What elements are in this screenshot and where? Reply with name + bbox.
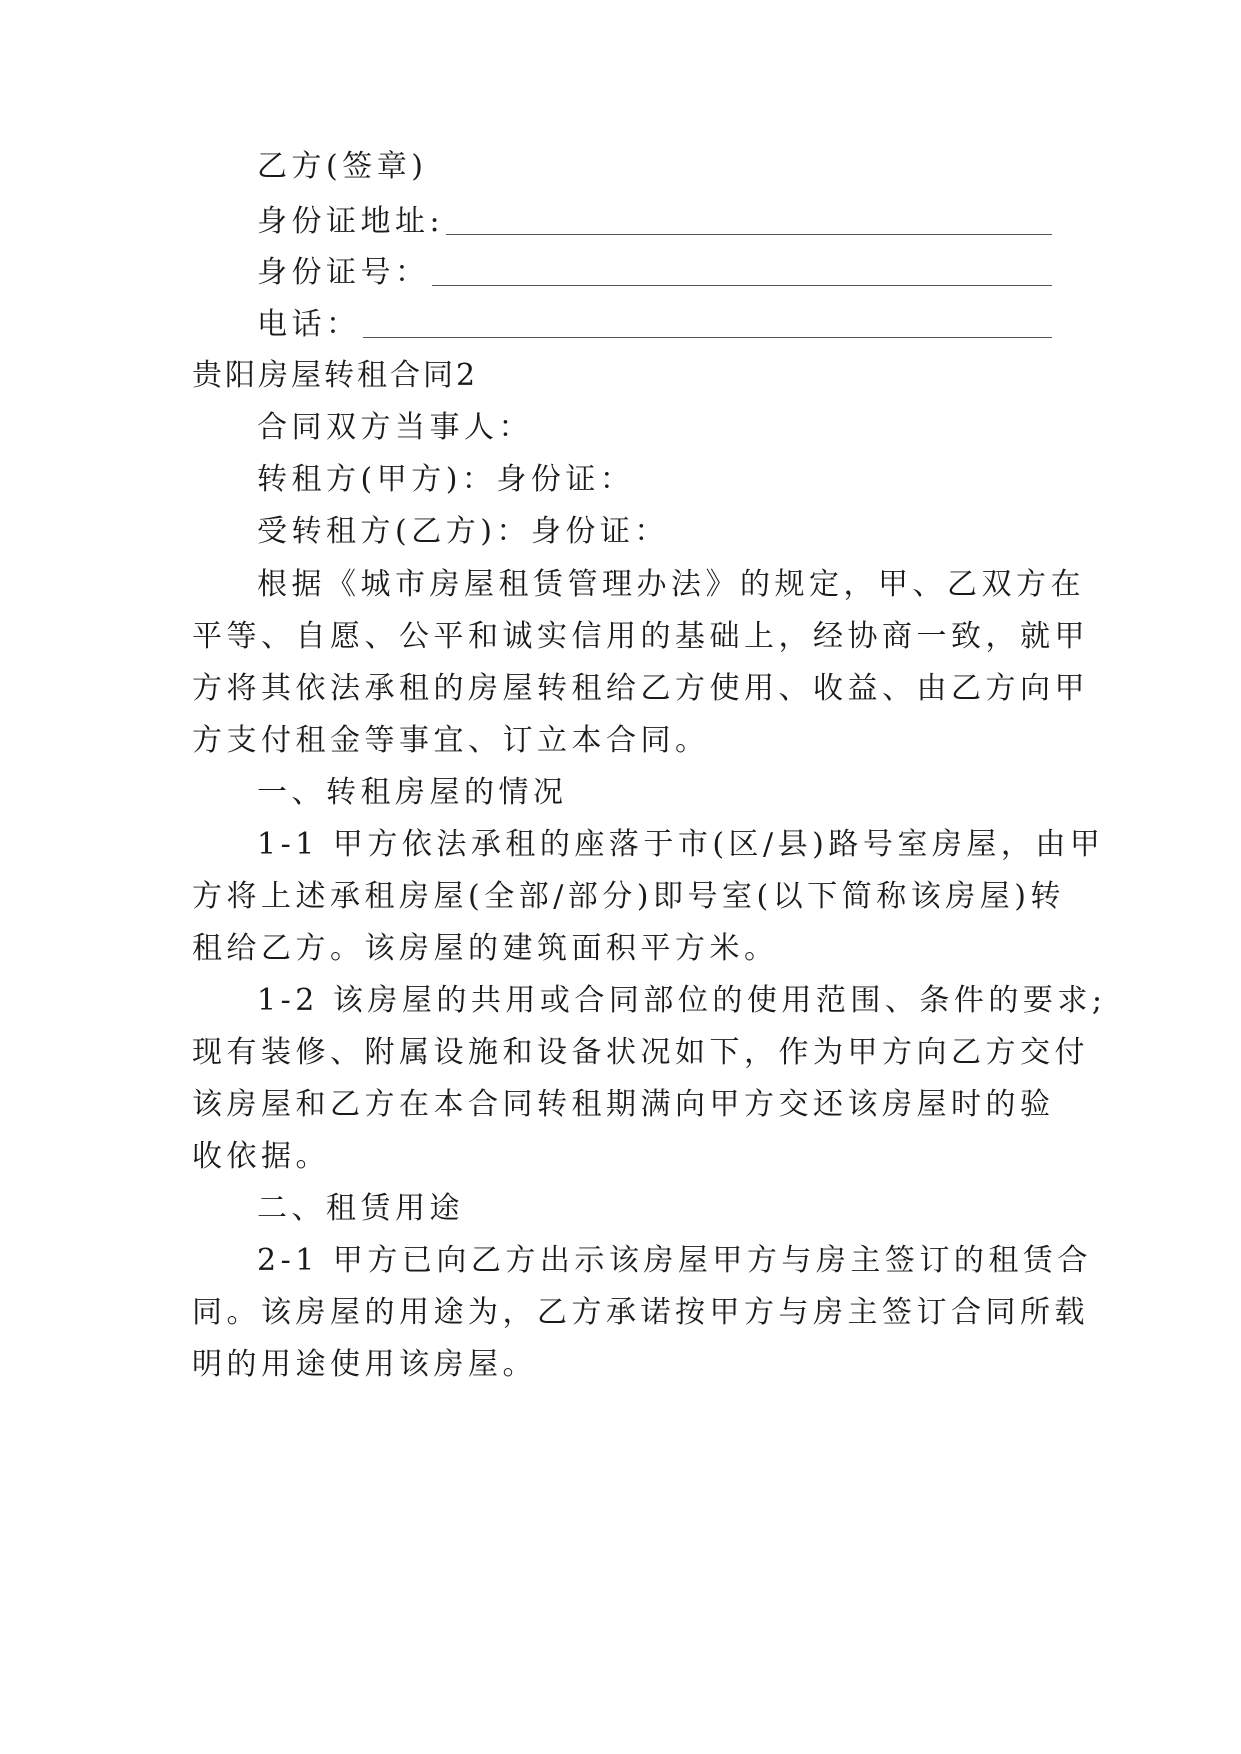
parties-heading: 合同双方当事人： <box>257 410 533 445</box>
clause-2-1-line-2: 同。该房屋的用途为，乙方承诺按甲方与房主签订合同所载 <box>192 1295 1089 1330</box>
id-address-blank <box>446 234 1052 235</box>
clause-2-1-line-3: 明的用途使用该房屋。 <box>192 1347 537 1382</box>
section1-title: 一、转租房屋的情况 <box>257 775 568 810</box>
preamble-line-2: 平等、自愿、公平和诚实信用的基础上，经协商一致，就甲 <box>192 619 1089 654</box>
clause-1-2-line-2: 现有装修、附属设施和设备状况如下，作为甲方向乙方交付 <box>192 1035 1089 1070</box>
contract-title: 贵阳房屋转租合同2 <box>192 358 479 393</box>
party-b-seal-line: 乙方(签章) <box>257 149 428 184</box>
clause-1-1-line-1: 1-1 甲方依法承租的座落于市(区/县)路号室房屋，由甲 <box>257 827 1105 862</box>
clause-2-1-line-1: 2-1 甲方已向乙方出示该房屋甲方与房主签订的租赁合 <box>257 1243 1092 1278</box>
clause-1-2-line-4: 收依据。 <box>192 1139 330 1174</box>
clause-1-2-line-1: 1-2 该房屋的共用或合同部位的使用范围、条件的要求; <box>257 983 1107 1018</box>
section2-title: 二、租赁用途 <box>257 1191 464 1226</box>
preamble-line-3: 方将其依法承租的房屋转租给乙方使用、收益、由乙方向甲 <box>192 671 1089 706</box>
phone-field <box>257 305 1052 345</box>
clause-1-1-line-3: 租给乙方。该房屋的建筑面积平方米。 <box>192 931 779 966</box>
clause-1-1-line-2: 方将上述承租房屋(全部/部分)即号室(以下简称该房屋)转 <box>192 879 1065 914</box>
phone-blank <box>363 337 1053 338</box>
preamble-line-4: 方支付租金等事宜、订立本合同。 <box>192 723 710 758</box>
party-a-line: 转租方(甲方)：身份证： <box>257 462 635 497</box>
id-number-blank <box>432 285 1053 286</box>
id-number-field <box>257 253 1052 293</box>
id-number-label: 身份证号： <box>257 255 430 290</box>
phone-label: 电话： <box>257 307 361 342</box>
party-b-line: 受转租方(乙方)：身份证： <box>257 514 669 549</box>
id-address-label: 身份证地址: <box>257 204 445 239</box>
clause-1-2-line-3: 该房屋和乙方在本合同转租期满向甲方交还该房屋时的验 <box>192 1087 1055 1122</box>
preamble-line-1: 根据《城市房屋租赁管理办法》的规定，甲、乙双方在 <box>257 567 1085 602</box>
id-address-field <box>257 202 1052 242</box>
